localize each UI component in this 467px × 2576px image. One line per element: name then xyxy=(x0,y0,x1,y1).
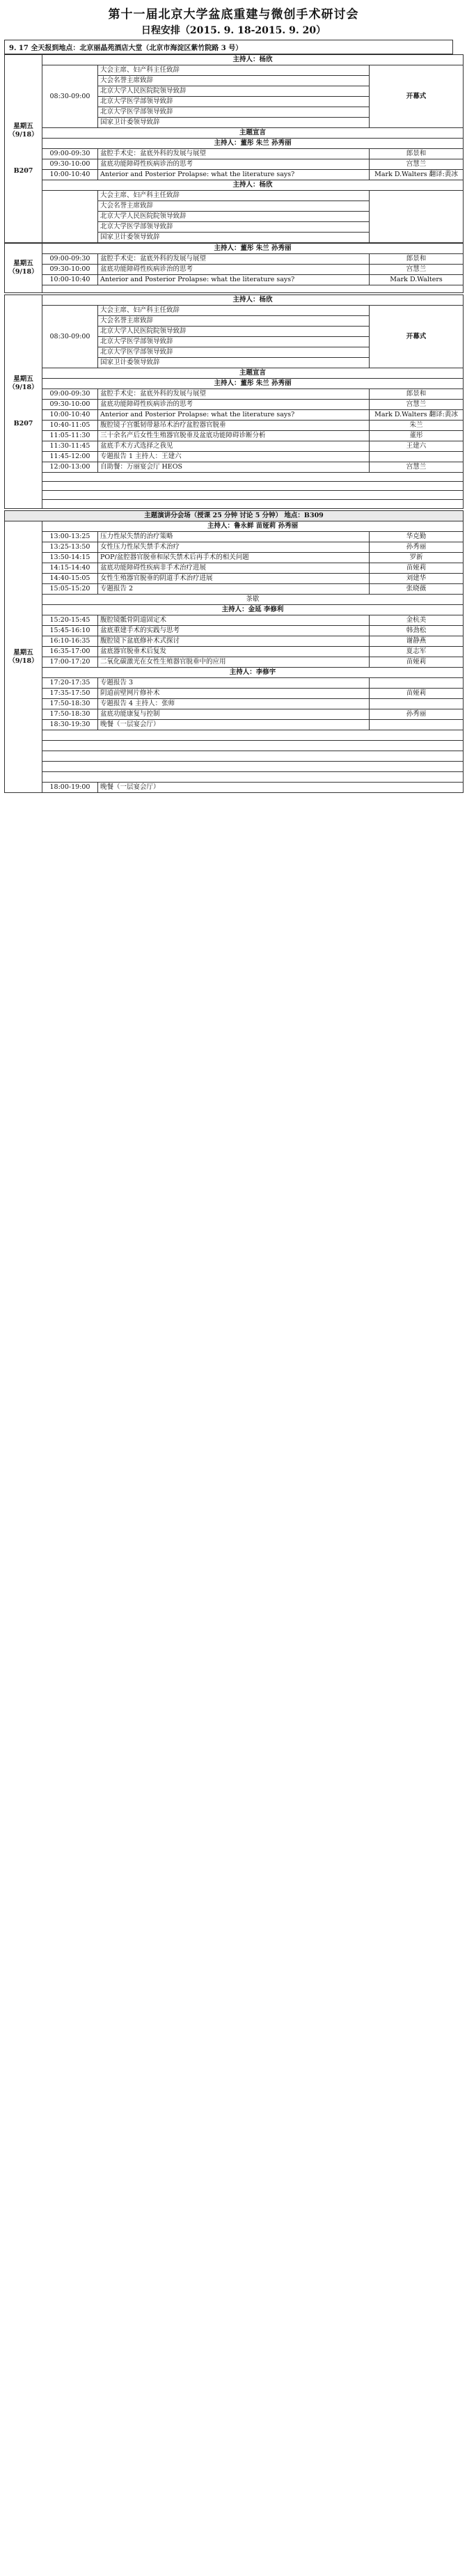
schedule-table-day1-afternoon xyxy=(4,510,464,793)
agenda-item: 北京大学医学部领导致辞 xyxy=(98,222,370,233)
talk-speaker: 苗娅莉 xyxy=(370,563,464,574)
agenda-item: 北京大学医学部领导致辞 xyxy=(98,97,370,107)
time-cell xyxy=(42,191,98,243)
day-label-cell xyxy=(5,244,42,293)
talk-title: 盆底功能障碍性疾病诊治的思考 xyxy=(98,159,370,170)
time-cell: 16:10-16:35 xyxy=(42,636,98,647)
moderator-row: 主持人：李修宇 xyxy=(42,668,464,678)
talk-speaker xyxy=(370,452,464,462)
time-cell: 10:00-10:40 xyxy=(42,410,98,421)
talk-speaker: 罗新 xyxy=(370,553,464,563)
time-cell: 13:25-13:50 xyxy=(42,542,98,553)
schedule-table-day1 xyxy=(4,54,464,243)
day-date: （9/18） xyxy=(8,268,38,276)
spacer-row xyxy=(42,473,464,482)
registration-notice: 9. 17 全天报到地点：北京丽晶苑酒店大堂（北京市海淀区紫竹院路 3 号） xyxy=(4,40,453,54)
program-header xyxy=(0,0,467,37)
time-cell: 09:00-09:30 xyxy=(42,149,98,159)
time-cell: 10:40-11:05 xyxy=(42,421,98,431)
talk-speaker: 董彤 xyxy=(370,431,464,441)
talk-title: Anterior and Posterior Prolapse: what the literature says? xyxy=(98,170,370,180)
talk-title: 盆底功能障碍性疾病诊治的思考 xyxy=(98,265,370,275)
talk-speaker: 苗娅莉 xyxy=(370,689,464,699)
day-label: 星期五 xyxy=(13,122,33,130)
talk-title: 自助餐：万丽宴会厅 HEOS xyxy=(98,462,370,473)
time-cell: 17:50-18:30 xyxy=(42,709,98,720)
talk-speaker: 郎景和 xyxy=(370,149,464,159)
moderator-row: 主持人：杨欣 xyxy=(42,55,464,65)
time-cell: 09:30-10:00 xyxy=(42,400,98,410)
moderator-row: 主持人：董彤 朱兰 孙秀丽 xyxy=(42,244,464,254)
spacer-row xyxy=(42,500,464,509)
agenda-item: 北京大学医学部领导致辞 xyxy=(98,347,370,358)
time-cell: 18:00-19:00 xyxy=(42,783,98,793)
spacer-row xyxy=(42,741,464,751)
talk-speaker: 朱兰 xyxy=(370,421,464,431)
time-cell: 13:00-13:25 xyxy=(42,532,98,542)
talk-speaker xyxy=(370,699,464,709)
talk-title: 女性压力性尿失禁手术治疗 xyxy=(98,542,370,553)
talk-title: 盆底重建手术的实践与思考 xyxy=(98,626,370,636)
time-cell: 17:50-18:30 xyxy=(42,699,98,709)
spacer-row xyxy=(42,762,464,772)
talk-title: 腹腔镜子宫骶韧带悬吊术治疗盆腔器官脱垂 xyxy=(98,421,370,431)
moderator-row: 主持人：金延 李修利 xyxy=(42,605,464,615)
time-cell: 11:05-11:30 xyxy=(42,431,98,441)
talk-title: 盆底功能障碍性疾病诊治的思考 xyxy=(98,400,370,410)
talk-speaker: Mark D.Walters 翻译:黄冰 xyxy=(370,170,464,180)
day-label-cell xyxy=(5,521,42,793)
talk-speaker: Mark D.Walters xyxy=(370,275,464,285)
time-cell: 10:00-10:40 xyxy=(42,275,98,285)
time-cell: 16:35-17:00 xyxy=(42,647,98,657)
time-cell: 11:30-11:45 xyxy=(42,441,98,452)
moderator-row: 主持人：杨欣 xyxy=(42,295,464,306)
day-date: （9/18） xyxy=(8,130,38,139)
talk-title: 盆底功能康复与控制 xyxy=(98,709,370,720)
schedule-table-day1c xyxy=(4,294,464,509)
time-cell: 17:00-17:20 xyxy=(42,657,98,668)
talk-speaker: 宫慧兰 xyxy=(370,159,464,170)
room-label: B207 xyxy=(13,166,33,175)
time-cell: 09:30-10:00 xyxy=(42,265,98,275)
spacer-row xyxy=(42,285,464,293)
talk-speaker: 夏志军 xyxy=(370,647,464,657)
talk-title: 盆腔手术史：盆底外科的发展与展望 xyxy=(98,254,370,265)
time-cell: 14:15-14:40 xyxy=(42,563,98,574)
agenda-item: 北京大学医学部领导致辞 xyxy=(98,107,370,118)
day-date: （9/18） xyxy=(8,657,38,665)
talk-speaker: Mark D.Walters 翻译:黄冰 xyxy=(370,410,464,421)
talk-speaker: 王建六 xyxy=(370,441,464,452)
time-cell: 17:35-17:50 xyxy=(42,689,98,699)
talk-title: 盆腔手术史：盆底外科的发展与展望 xyxy=(98,149,370,159)
day-label: 星期五 xyxy=(13,375,33,383)
talk-title: 盆腔手术史：盆底外科的发展与展望 xyxy=(98,389,370,400)
moderator-row: 主持人：董彤 朱兰 孙秀丽 xyxy=(42,379,464,389)
talk-speaker: 张晓薇 xyxy=(370,584,464,595)
talk-title: 晚餐（一层宴会厅） xyxy=(98,720,370,730)
talk-speaker: 韩劲松 xyxy=(370,626,464,636)
speaker-cell xyxy=(370,191,464,243)
talk-title: 专题报告 2 xyxy=(98,584,370,595)
time-cell: 15:05-15:20 xyxy=(42,584,98,595)
room-label: B207 xyxy=(13,420,33,427)
talk-speaker: 宫慧兰 xyxy=(370,462,464,473)
talk-speaker: 宫慧兰 xyxy=(370,265,464,275)
talk-speaker: 谢静燕 xyxy=(370,636,464,647)
time-cell: 10:00-10:40 xyxy=(42,170,98,180)
agenda-item: 北京大学人民医院院领导致辞 xyxy=(98,86,370,97)
time-cell: 15:20-15:45 xyxy=(42,615,98,626)
agenda-item: 大会名誉主席致辞 xyxy=(98,201,370,212)
agenda-item: 大会名誉主席致辞 xyxy=(98,76,370,86)
time-cell: 11:45-12:00 xyxy=(42,452,98,462)
talk-speaker: 宫慧兰 xyxy=(370,400,464,410)
time-cell: 12:00-13:00 xyxy=(42,462,98,473)
talk-title: 三十余名产后女性生殖器官脱垂及盆底功能障碍诊断分析 xyxy=(98,431,370,441)
time-cell: 15:45-16:10 xyxy=(42,626,98,636)
talk-title: 专题报告 1 主持人：王建六 xyxy=(98,452,370,462)
talk-speaker: 孙秀丽 xyxy=(370,542,464,553)
talk-title: 腹腔镜骶骨阴道固定术 xyxy=(98,615,370,626)
agenda-item: 大会主席、妇产科主任致辞 xyxy=(98,306,370,316)
time-cell: 13:50-14:15 xyxy=(42,553,98,563)
talk-title: 专题报告 3 xyxy=(98,678,370,689)
spacer-row xyxy=(42,730,464,741)
talk-title: 盆底功能障碍性疾病非手术治疗进展 xyxy=(98,563,370,574)
agenda-item: 大会主席、妇产科主任致辞 xyxy=(98,191,370,201)
time-cell: 09:00-09:30 xyxy=(42,389,98,400)
talk-speaker: 孙秀丽 xyxy=(370,709,464,720)
talk-speaker: 华克勤 xyxy=(370,532,464,542)
agenda-item: 国家卫计委领导致辞 xyxy=(98,233,370,243)
speaker-cell: 开幕式 xyxy=(370,65,464,128)
talk-speaker: 郎景和 xyxy=(370,254,464,265)
talk-speaker xyxy=(370,720,464,730)
time-cell: 09:00-09:30 xyxy=(42,254,98,265)
talk-title: POP/盆腔器官脱垂和尿失禁术后再手术的相关问题 xyxy=(98,553,370,563)
talk-title: 腹腔镜下盆底修补术式探讨 xyxy=(98,636,370,647)
talk-title: Anterior and Posterior Prolapse: what the literature says? xyxy=(98,275,370,285)
time-cell: 08:30-09:00 xyxy=(42,306,98,368)
spacer-row xyxy=(42,772,464,783)
time-cell: 14:40-15:05 xyxy=(42,574,98,584)
talk-speaker: 苗娅莉 xyxy=(370,657,464,668)
agenda-item: 国家卫计委领导致辞 xyxy=(98,358,370,368)
spacer-row xyxy=(42,482,464,491)
talk-title: 阴道前壁网片修补术 xyxy=(98,689,370,699)
moderator-row: 主持人：董彤 朱兰 孙秀丽 xyxy=(42,139,464,149)
day-label-cell xyxy=(5,55,42,243)
talk-title: 二氧化碳激光在女性生殖器官脱垂中的应用 xyxy=(98,657,370,668)
break-row: 茶歇 xyxy=(42,595,464,605)
photo-row: 主题宣言 xyxy=(42,128,464,139)
program-subtitle: 日程安排（2015. 9. 18-2015. 9. 20） xyxy=(141,25,326,36)
talk-speaker xyxy=(370,678,464,689)
talk-title: 盆底器官脱垂术后复发 xyxy=(98,647,370,657)
agenda-item: 大会名誉主席致辞 xyxy=(98,316,370,327)
talk-title: 女性生殖器官脱垂的阴道手术治疗进展 xyxy=(98,574,370,584)
talk-speaker: 郎景和 xyxy=(370,389,464,400)
day-label: 星期五 xyxy=(13,648,33,657)
talk-title: 盆底手术方式选择之我见 xyxy=(98,441,370,452)
day-label-cell xyxy=(5,295,42,509)
spacer-row xyxy=(42,491,464,500)
day-label: 星期五 xyxy=(13,260,33,267)
day-date: （9/18） xyxy=(8,384,38,391)
program-title: 第十一届北京大学盆底重建与微创手术研讨会 xyxy=(108,8,359,22)
agenda-item: 北京大学人民医院院领导致辞 xyxy=(98,327,370,337)
talk-speaker: 金杭美 xyxy=(370,615,464,626)
photo-row: 主题宣言 xyxy=(42,368,464,379)
agenda-item: 大会主席、妇产科主任致辞 xyxy=(98,65,370,76)
moderator-row: 主持人：鲁永鲜 苗娅莉 孙秀丽 xyxy=(42,521,464,532)
spacer-row xyxy=(42,751,464,762)
time-cell: 18:30-19:30 xyxy=(42,720,98,730)
talk-title: Anterior and Posterior Prolapse: what the literature says? xyxy=(98,410,370,421)
talk-title: 专题报告 4 主持人：张师 xyxy=(98,699,370,709)
schedule-table-day1b xyxy=(4,243,464,293)
session-header: 主题演讲分会场（授课 25 分钟 讨论 5 分钟） 地点：B309 xyxy=(5,511,464,521)
time-cell: 09:30-10:00 xyxy=(42,159,98,170)
time-cell: 17:20-17:35 xyxy=(42,678,98,689)
talk-title: 压力性尿失禁的治疗策略 xyxy=(98,532,370,542)
moderator-row: 主持人：杨欣 xyxy=(42,180,464,191)
talk-speaker: 刘建华 xyxy=(370,574,464,584)
agenda-item: 国家卫计委领导致辞 xyxy=(98,118,370,128)
talk-title: 晚餐（一层宴会厅） xyxy=(98,783,464,793)
agenda-item: 北京大学医学部领导致辞 xyxy=(98,337,370,347)
speaker-cell: 开幕式 xyxy=(370,306,464,368)
time-cell: 08:30-09:00 xyxy=(42,65,98,128)
agenda-item: 北京大学人民医院院领导致辞 xyxy=(98,212,370,222)
